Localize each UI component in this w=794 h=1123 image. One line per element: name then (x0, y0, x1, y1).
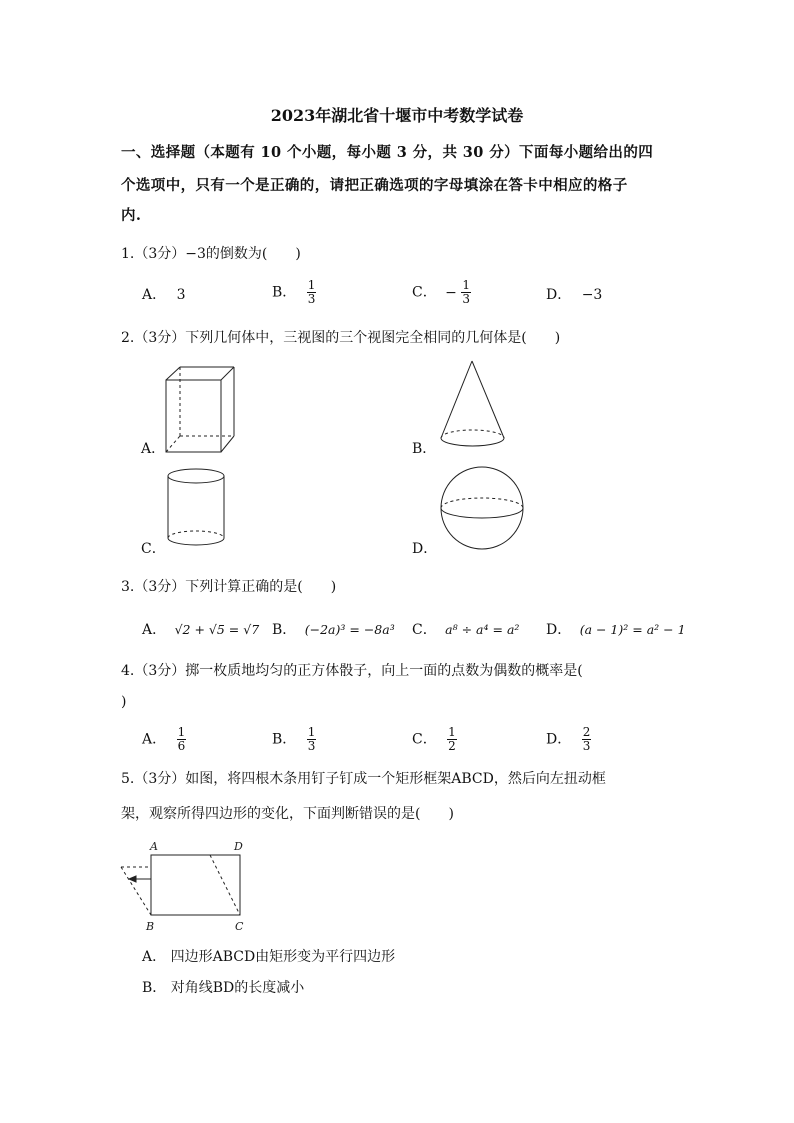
q5-option-b[interactable] (142, 977, 304, 997)
vertex-label-a: A (150, 840, 158, 853)
option-value: (a − 1)² = a² − 1 (579, 622, 686, 637)
rectangle-frame-figure (118, 838, 258, 938)
q3-option-c[interactable] (412, 619, 519, 639)
q4-option-c[interactable] (412, 726, 457, 753)
fraction (461, 279, 471, 306)
fraction (447, 726, 457, 753)
option-label: B． (272, 284, 297, 301)
q1-option-c[interactable] (412, 279, 471, 306)
option-label: C． (412, 284, 437, 301)
numerator: 1 (307, 278, 316, 292)
denominator: 3 (462, 292, 470, 306)
numerator: 1 (462, 278, 470, 292)
option-label: D． (546, 287, 572, 303)
q2-option-b[interactable]: B． (412, 441, 437, 457)
page-title: 2023年湖北省十堰市中考数学试卷 (270, 106, 524, 125)
numerator: 1 (448, 725, 456, 739)
cuboid-icon (160, 364, 240, 459)
question-2-text: 2.（3分）下列几何体中，三视图的三个视图完全相同的几何体是( ) (121, 330, 561, 346)
q1-option-a[interactable] (142, 284, 186, 304)
numerator: 1 (177, 725, 186, 739)
question-4-text: 4.（3分）掷一枚质地均匀的正方体骰子，向上一面的点数为偶数的概率是( (121, 663, 583, 679)
question-1-text: 1.（3分）−3的倒数为( ) (121, 246, 301, 262)
option-value: 对角线BD的长度减小 (170, 980, 305, 996)
option-value: 四边形ABCD由矩形变为平行四边形 (170, 949, 396, 965)
denominator: 3 (582, 739, 591, 753)
q1-option-b[interactable] (272, 279, 316, 306)
section-heading-line2: 个选项中，只有一个是正确的，请把正确选项的字母填涂在答卡中相应的格子 (121, 177, 628, 194)
fraction (582, 726, 592, 753)
cone-icon (438, 358, 508, 452)
option-label: D． (546, 731, 572, 748)
q1-option-d[interactable] (546, 284, 602, 304)
q4-option-b[interactable] (272, 726, 316, 753)
question-3-text: 3.（3分）下列计算正确的是( ) (121, 579, 337, 595)
denominator: 2 (448, 739, 456, 753)
option-label: A． (142, 949, 167, 965)
question-4-text-cont: ) (121, 694, 127, 710)
q2-option-a[interactable]: A． (141, 441, 166, 457)
q4-option-d[interactable] (546, 726, 591, 753)
option-label: B． (272, 622, 297, 638)
sphere-icon (436, 464, 528, 554)
section-heading-line3: 内. (121, 207, 142, 224)
q3-option-d[interactable] (546, 619, 686, 639)
denominator: 3 (307, 739, 316, 753)
option-label: B． (272, 731, 297, 748)
fraction (177, 726, 187, 753)
option-value: a⁸ ÷ a⁴ = a² (445, 622, 520, 637)
option-label: A． (142, 287, 167, 303)
option-label: D． (546, 622, 572, 638)
q2-option-d[interactable]: D． (412, 541, 438, 557)
option-label: A． (142, 731, 167, 748)
vertex-label-c: C (235, 920, 244, 933)
vertex-label-d: D (234, 840, 243, 853)
section-heading-line1: 一、选择题（本题有 10 个小题，每小题 3 分，共 30 分）下面每小题给出的四 (121, 144, 654, 161)
q3-option-b[interactable] (272, 619, 395, 639)
fraction (307, 726, 317, 753)
vertex-label-b: B (146, 920, 155, 933)
option-label: B． (142, 980, 167, 996)
option-label: A． (142, 622, 167, 638)
q3-option-a[interactable] (142, 619, 259, 639)
option-label: C． (412, 731, 437, 748)
question-5-text-cont: 架，观察所得四边形的变化，下面判断错误的是( ) (121, 806, 454, 822)
option-value: (−2a)³ = −8a³ (304, 622, 395, 637)
q4-option-a[interactable] (142, 726, 186, 753)
option-value: √2 + √5 = √7 (174, 622, 260, 637)
option-value: −3 (581, 287, 603, 303)
numerator: 2 (582, 725, 591, 739)
question-5-text: 5.（3分）如图，将四根木条用钉子钉成一个矩形框架ABCD，然后向左扭动框 (121, 771, 606, 787)
numerator: 1 (307, 725, 316, 739)
q5-option-a[interactable] (142, 946, 395, 966)
fraction (307, 279, 317, 306)
option-label: C． (412, 622, 437, 638)
denominator: 6 (177, 739, 186, 753)
option-value: 3 (176, 287, 186, 303)
cylinder-icon (164, 466, 230, 552)
denominator: 3 (307, 292, 316, 306)
sign: − (445, 284, 457, 301)
q2-option-c[interactable]: C． (141, 541, 166, 557)
